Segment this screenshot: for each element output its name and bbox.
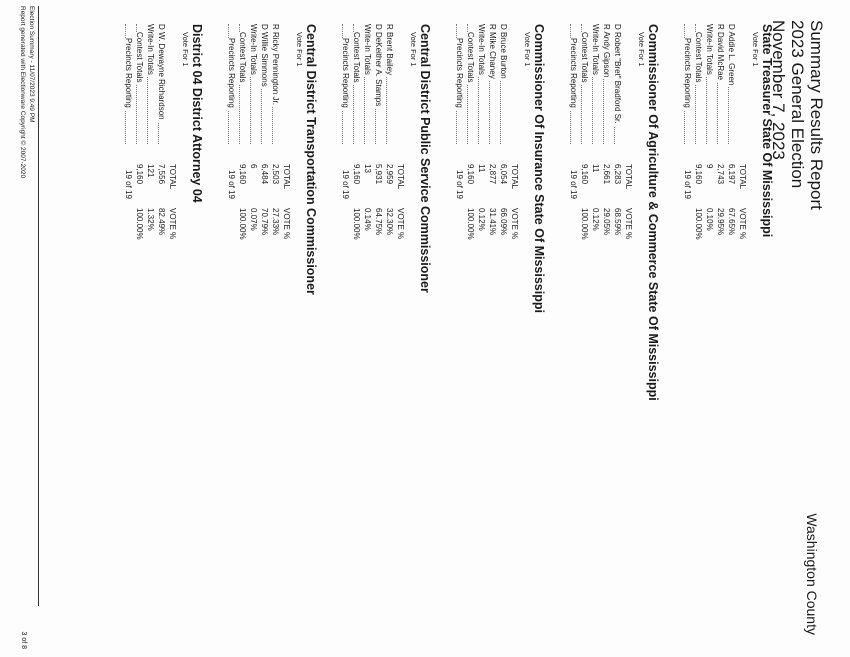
result-row xyxy=(715,24,726,274)
total-column-header: TOTAL xyxy=(738,164,747,190)
vote-percent: 100.00% xyxy=(694,208,703,240)
candidate-name: R Andy Gipson xyxy=(602,24,611,78)
candidate-name: D Bruce Burton xyxy=(499,24,508,79)
vote-total: 9,160 xyxy=(694,164,703,185)
vote-percent: 68.59% xyxy=(613,208,622,236)
column-header-row xyxy=(281,24,291,274)
vote-percent: 1.32% xyxy=(146,208,155,231)
candidate-name: R Mike Chaney xyxy=(488,24,497,79)
result-row xyxy=(351,24,362,274)
result-row xyxy=(568,24,579,274)
vote-total: 9,160 xyxy=(238,164,247,185)
candidate-name: D DeKeither A. Stamps xyxy=(374,24,383,107)
result-row xyxy=(259,24,270,274)
vote-percent: 100.00% xyxy=(238,208,247,240)
vote-total: 6,054 xyxy=(499,164,508,185)
vote-total: 11 xyxy=(591,164,600,173)
candidate-name: Write-In Totals xyxy=(249,24,258,75)
vote-pct-column-header: VOTE % xyxy=(510,208,519,240)
result-row xyxy=(454,24,465,274)
contest-section xyxy=(123,24,204,274)
result-row xyxy=(682,24,693,274)
result-row xyxy=(465,24,476,274)
result-row xyxy=(340,24,351,274)
contest-section xyxy=(226,24,318,295)
contest-title: District 04 District Attorney 04 xyxy=(190,24,204,203)
vote-total: 6,484 xyxy=(260,164,269,185)
result-row xyxy=(145,24,156,274)
result-row xyxy=(134,24,145,274)
vote-total: 2,959 xyxy=(385,164,394,185)
result-row xyxy=(704,24,715,274)
election-name: 2023 General Election xyxy=(788,20,807,189)
vote-pct-column-header: VOTE % xyxy=(738,208,747,240)
page-footer xyxy=(18,6,39,606)
vote-total: 6,197 xyxy=(727,164,736,185)
vote-percent: 32.30% xyxy=(385,208,394,236)
vote-total: 19 of 19 xyxy=(683,170,692,199)
vote-percent: 64.75% xyxy=(374,208,383,236)
candidate-name: Contest Totals xyxy=(352,32,361,83)
candidate-name: Write-In Totals xyxy=(477,24,486,75)
vote-percent: 0.10% xyxy=(705,208,714,231)
candidate-name: Write-In Totals xyxy=(591,24,600,75)
candidate-name: Contest Totals xyxy=(135,32,144,83)
vote-for-label: Vote For 1 xyxy=(295,32,304,67)
vote-percent: 0.14% xyxy=(363,208,372,231)
candidate-name: Precincts Reporting xyxy=(341,38,350,108)
vote-percent: 27.33% xyxy=(271,208,280,236)
result-row xyxy=(693,24,704,274)
total-column-header: TOTAL xyxy=(168,164,177,190)
vote-total: 9,160 xyxy=(352,164,361,185)
result-row xyxy=(590,24,601,274)
column-header-row xyxy=(509,24,519,274)
result-row xyxy=(226,24,237,274)
result-row xyxy=(476,24,487,274)
vote-total: 6 xyxy=(249,164,258,169)
result-row xyxy=(362,24,373,274)
candidate-name: Contest Totals xyxy=(466,32,475,83)
vote-total: 2,503 xyxy=(271,164,280,185)
vote-total: 2,877 xyxy=(488,164,497,185)
vote-percent: 66.09% xyxy=(499,208,508,236)
vote-percent: 31.41% xyxy=(488,208,497,236)
candidate-name: R David McRae xyxy=(716,24,725,81)
vote-total: 2,743 xyxy=(716,164,725,185)
vote-total: 2,661 xyxy=(602,164,611,185)
footer-rule xyxy=(38,6,39,606)
result-row xyxy=(487,24,498,274)
contest-title: Central District Transportation Commissioner xyxy=(304,24,318,295)
vote-percent: 100.00% xyxy=(135,208,144,240)
vote-percent: 0.12% xyxy=(591,208,600,231)
election-date: November 7, 2023 xyxy=(769,20,788,160)
candidate-name: R Ricky Pennington Jr. xyxy=(271,24,280,105)
result-row xyxy=(248,24,259,274)
vote-percent: 29.95% xyxy=(716,208,725,236)
candidate-name: Precincts Reporting xyxy=(227,38,236,108)
vote-percent: 82.49% xyxy=(157,208,166,236)
vote-percent: 70.79% xyxy=(260,208,269,236)
result-row xyxy=(498,24,509,274)
result-row xyxy=(373,24,384,274)
report-title: Summary Results Report xyxy=(807,20,826,210)
vote-pct-column-header: VOTE % xyxy=(168,208,177,240)
contest-title: Central District Public Service Commissioner xyxy=(418,24,432,293)
total-column-header: TOTAL xyxy=(396,164,405,190)
county-name: Washington County xyxy=(804,513,820,635)
vote-percent: 0.07% xyxy=(249,208,258,231)
contest-section xyxy=(682,24,774,274)
vote-total: 5,931 xyxy=(374,164,383,185)
column-header-row xyxy=(737,24,747,274)
candidate-name: D Addie L. Green xyxy=(727,24,736,86)
column-header-row xyxy=(395,24,405,274)
vote-pct-column-header: VOTE % xyxy=(282,208,291,240)
vote-total: 19 of 19 xyxy=(124,170,133,199)
candidate-name: Write-In Totals xyxy=(363,24,372,75)
vote-total: 7,556 xyxy=(157,164,166,185)
candidate-name: Precincts Reporting xyxy=(569,38,578,108)
candidate-name: D W. Dewayne Richardson xyxy=(157,24,166,120)
result-row xyxy=(237,24,248,274)
result-row xyxy=(270,24,281,274)
total-column-header: TOTAL xyxy=(282,164,291,190)
candidate-name: Precincts Reporting xyxy=(455,38,464,108)
vote-percent: 100.00% xyxy=(466,208,475,240)
vote-percent: 0.12% xyxy=(477,208,486,231)
page-number: 3 of 8 xyxy=(20,631,27,649)
contest-title: State Treasurer State Of Mississippi xyxy=(760,24,774,238)
candidate-name: Precincts Reporting xyxy=(683,38,692,108)
vote-for-label: Vote For 1 xyxy=(637,32,646,67)
result-row xyxy=(612,24,623,274)
vote-percent: 100.00% xyxy=(580,208,589,240)
vote-percent: 67.65% xyxy=(727,208,736,236)
vote-total: 11 xyxy=(477,164,486,173)
vote-total: 19 of 19 xyxy=(341,170,350,199)
vote-total: 13 xyxy=(363,164,372,173)
vote-total: 9,160 xyxy=(135,164,144,185)
result-row xyxy=(156,24,167,274)
contest-title: Commissioner Of Insurance State Of Mississippi xyxy=(532,24,546,313)
candidate-name: Contest Totals xyxy=(694,32,703,83)
vote-total: 9 xyxy=(705,164,714,169)
vote-for-label: Vote For 1 xyxy=(523,32,532,67)
vote-total: 19 of 19 xyxy=(227,170,236,199)
vote-total: 6,283 xyxy=(613,164,622,185)
candidate-name: Write-In Totals xyxy=(705,24,714,75)
column-header-row xyxy=(623,24,633,274)
result-row xyxy=(601,24,612,274)
result-row xyxy=(726,24,737,274)
column-header-row xyxy=(167,24,177,274)
candidate-name: Precincts Reporting xyxy=(124,38,133,108)
vote-for-label: Vote For 1 xyxy=(751,32,760,67)
candidate-name: R Brent Bailey xyxy=(385,24,394,76)
vote-for-label: Vote For 1 xyxy=(181,32,190,67)
vote-pct-column-header: VOTE % xyxy=(396,208,405,240)
vote-percent: 29.05% xyxy=(602,208,611,236)
vote-percent: 100.00% xyxy=(352,208,361,240)
footer-summary: Election Summary - 11/07/2023 9:49 PM xyxy=(28,6,35,123)
candidate-name: Write-In Totals xyxy=(146,24,155,75)
contest-section xyxy=(454,24,546,313)
vote-pct-column-header: VOTE % xyxy=(624,208,633,240)
result-row xyxy=(579,24,590,274)
candidate-name: D Willie Simmons xyxy=(260,24,269,87)
candidate-name: Contest Totals xyxy=(238,32,247,83)
vote-total: 19 of 19 xyxy=(455,170,464,199)
vote-total: 9,160 xyxy=(580,164,589,185)
vote-for-label: Vote For 1 xyxy=(409,32,418,67)
candidate-name: Contest Totals xyxy=(580,32,589,83)
total-column-header: TOTAL xyxy=(510,164,519,190)
total-column-header: TOTAL xyxy=(624,164,633,190)
vote-total: 9,160 xyxy=(466,164,475,185)
report-header xyxy=(769,20,826,210)
contest-title: Commissioner Of Agriculture & Commerce State Of Mississippi xyxy=(646,24,660,401)
contest-section xyxy=(568,24,660,401)
contest-section xyxy=(340,24,432,293)
result-row xyxy=(384,24,395,274)
vote-total: 121 xyxy=(146,164,155,178)
footer-generated: Report generated with Electionware Copyright © 2007-2020 xyxy=(19,6,26,179)
candidate-name: D Robert "Bret" Bradford Sr. xyxy=(613,24,622,124)
result-row xyxy=(123,24,134,274)
vote-total: 19 of 19 xyxy=(569,170,578,199)
